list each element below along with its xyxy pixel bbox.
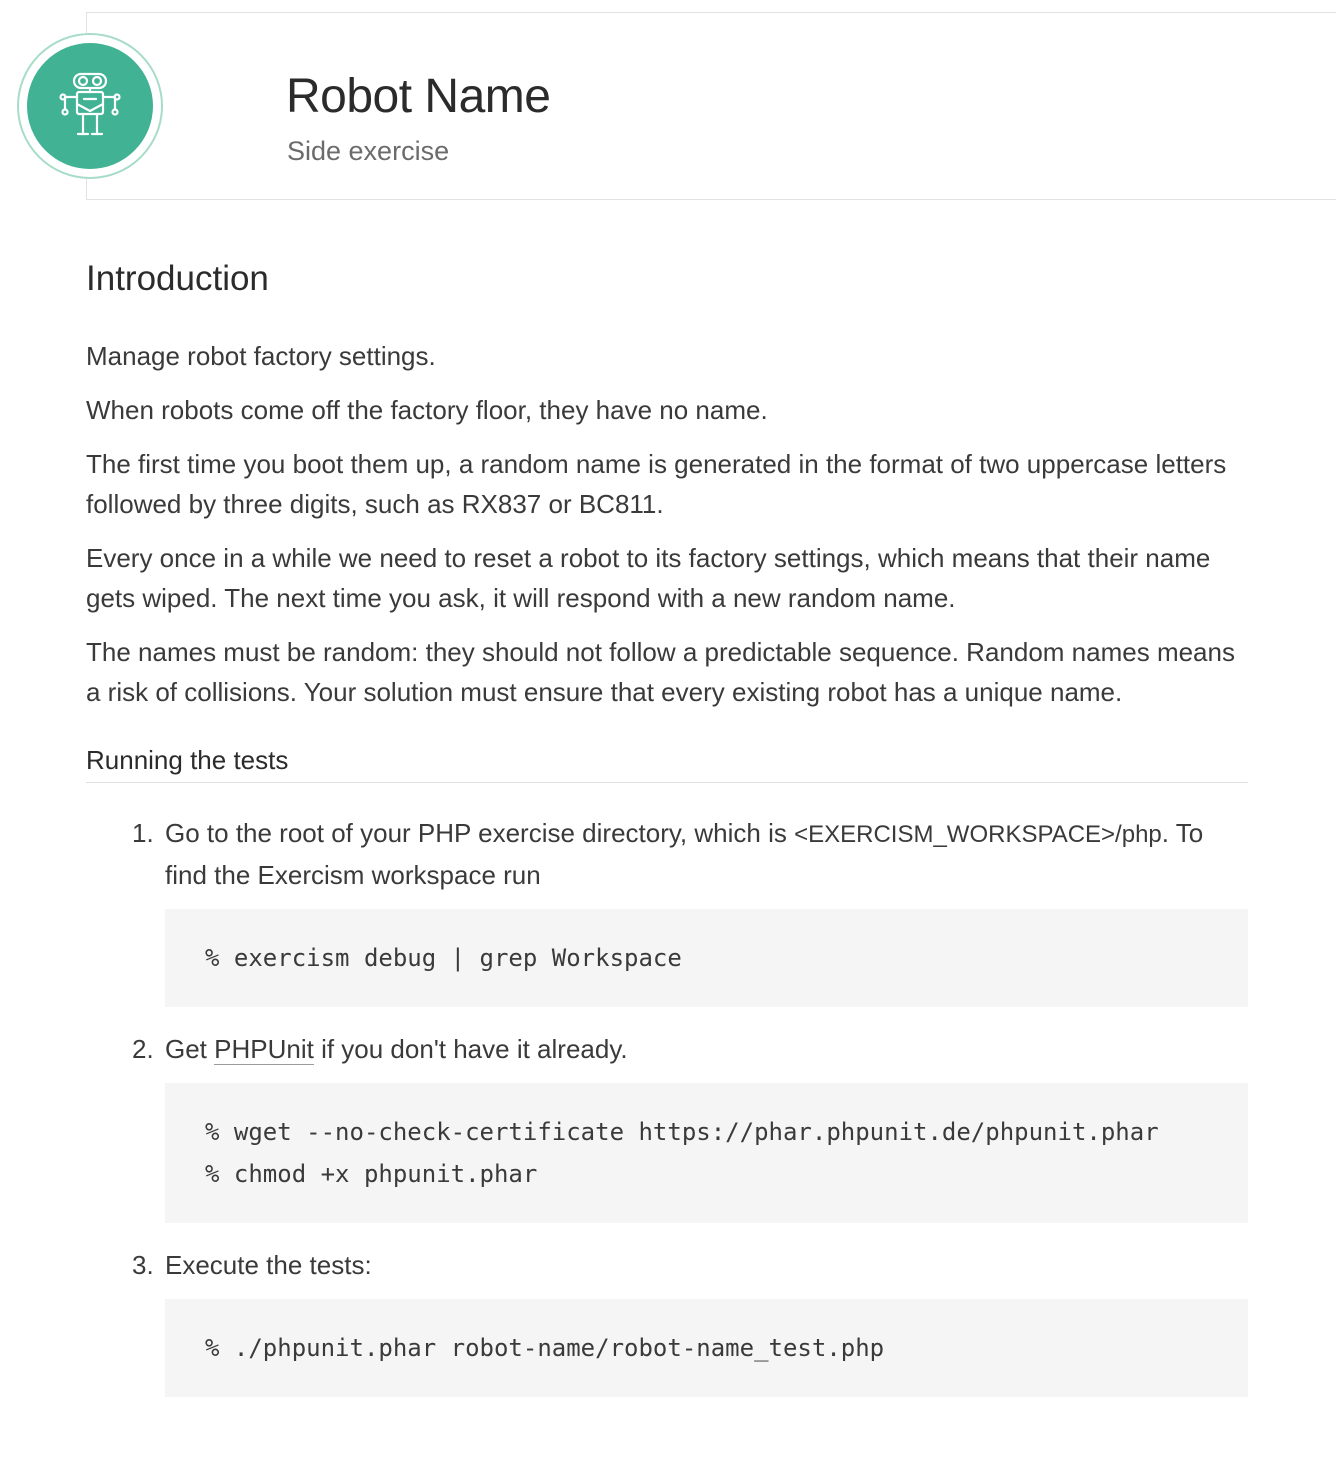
page-title: Robot Name — [286, 70, 551, 123]
step-text: . To find the Exercism workspace run — [165, 818, 1204, 890]
logo-background — [27, 43, 153, 169]
intro-paragraph: When robots come off the factory floor, they have no name. — [86, 395, 768, 425]
workspace-path-code: <EXERCISM_WORKSPACE>/php — [794, 821, 1162, 848]
phpunit-link[interactable]: PHPUnit — [214, 1034, 314, 1064]
code-block-execute: % ./phpunit.phar robot-name/robot-name_test.php — [165, 1299, 1248, 1397]
exercise-instructions — [86, 250, 1248, 1419]
code-block-workspace: % exercism debug | grep Workspace — [165, 909, 1248, 1007]
step-text: Execute the tests: — [165, 1250, 372, 1280]
running-tests-heading: Running the tests — [86, 742, 1248, 783]
robot-icon — [57, 71, 123, 141]
test-steps-list — [86, 813, 1248, 1397]
test-step-2 — [86, 1029, 1248, 1223]
step-number: 1. — [132, 818, 154, 848]
test-step-3 — [86, 1245, 1248, 1397]
step-text: Go to the root of your PHP exercise directory, which is — [165, 818, 795, 848]
intro-paragraph: Every once in a while we need to reset a robot to its factory settings, which means that their name gets wiped. The next time you ask, it will respond with a new random name. — [86, 543, 1211, 613]
step-number: 3. — [132, 1250, 154, 1280]
intro-paragraph: Manage robot factory settings. — [86, 341, 436, 371]
step-number: 2. — [132, 1034, 154, 1064]
test-step-1 — [86, 813, 1248, 1007]
introduction-heading: Introduction — [86, 259, 269, 298]
intro-paragraph: The names must be random: they should not follow a predictable sequence. Random names means a risk of collisions. Your solution must ensure that every existing robot has a unique name. — [86, 637, 1235, 707]
exercise-header — [86, 12, 1336, 200]
code-block-install: % wget --no-check-certificate https://phar.phpunit.de/phpunit.phar % chmod +x phpunit.phar — [165, 1083, 1248, 1223]
step-text: if you don't have it already. — [313, 1034, 628, 1064]
exercise-type-label: Side exercise — [287, 136, 450, 166]
step-text: Get — [165, 1034, 215, 1064]
intro-paragraph: The first time you boot them up, a random name is generated in the format of two uppercase letters followed by three digits, such as RX837 or BC811. — [86, 449, 1227, 519]
exercise-logo — [17, 33, 163, 179]
